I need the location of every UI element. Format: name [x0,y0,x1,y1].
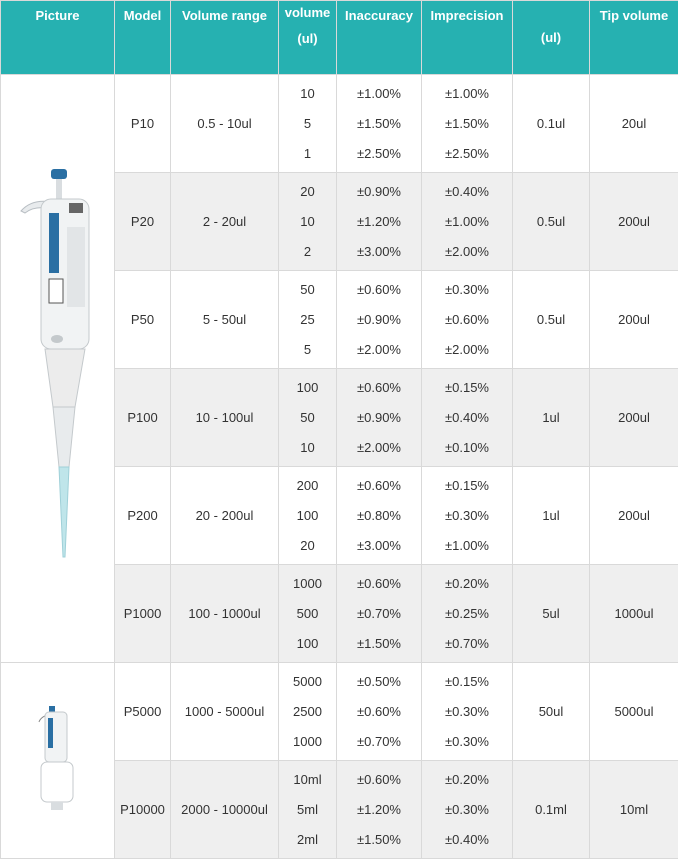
tip-volume-cell: 200ul [590,271,678,369]
model-cell: P10000 [115,761,171,859]
table-row [1,75,678,173]
header-increment: (ul) [513,1,590,75]
inaccuracy-cell [337,369,422,467]
imprecision-cell [422,271,513,369]
inaccuracy-cell-value: ±0.60% [337,379,421,397]
model-cell: P200 [115,467,171,565]
volume-cell-value: 20 [279,183,336,201]
inaccuracy-cell-value: ±3.00% [337,243,421,261]
inaccuracy-cell-value: ±0.50% [337,673,421,691]
inaccuracy-cell-value: ±1.50% [337,115,421,133]
volume-cell-value: 1000 [279,733,336,751]
imprecision-cell-value: ±0.30% [422,281,512,299]
volume-range-cell: 5 - 50ul [171,271,279,369]
tip-volume-cell: 200ul [590,467,678,565]
inaccuracy-cell-value: ±0.60% [337,771,421,789]
volume-cell [279,173,337,271]
volume-range-cell: 2000 - 10000ul [171,761,279,859]
inaccuracy-cell [337,173,422,271]
pipette-image [13,167,103,567]
imprecision-cell-value: ±1.50% [422,115,512,133]
inaccuracy-cell-value: ±0.60% [337,477,421,495]
imprecision-cell-value: ±0.15% [422,379,512,397]
volume-range-cell: 20 - 200ul [171,467,279,565]
imprecision-cell-value: ±0.30% [422,507,512,525]
imprecision-cell-value: ±1.00% [422,213,512,231]
header-picture: Picture [1,1,115,75]
imprecision-cell-value: ±0.70% [422,635,512,653]
imprecision-cell-value: ±0.25% [422,605,512,623]
imprecision-cell-value: ±0.30% [422,801,512,819]
volume-range-cell: 0.5 - 10ul [171,75,279,173]
inaccuracy-cell-value: ±2.50% [337,145,421,163]
header-model: Model [115,1,171,75]
imprecision-cell [422,761,513,859]
volume-cell-value: 10ml [279,771,336,789]
volume-cell-value: 50 [279,281,336,299]
model-cell: P5000 [115,663,171,761]
inaccuracy-cell [337,467,422,565]
volume-cell [279,369,337,467]
volume-cell [279,663,337,761]
imprecision-cell-value: ±1.00% [422,537,512,555]
volume-range-cell: 10 - 100ul [171,369,279,467]
increment-cell: 50ul [513,663,590,761]
imprecision-cell-value: ±0.15% [422,673,512,691]
header-volume [279,1,337,75]
model-cell: P10 [115,75,171,173]
imprecision-cell-value: ±0.30% [422,703,512,721]
inaccuracy-cell-value: ±0.70% [337,605,421,623]
imprecision-cell [422,467,513,565]
volume-range-cell: 1000 - 5000ul [171,663,279,761]
volume-cell-value: 10 [279,213,336,231]
header-inaccuracy: Inaccuracy [337,1,422,75]
inaccuracy-cell-value: ±1.20% [337,801,421,819]
inaccuracy-cell-value: ±0.70% [337,733,421,751]
inaccuracy-cell-value: ±2.00% [337,439,421,457]
inaccuracy-cell-value: ±0.90% [337,409,421,427]
volume-cell-value: 20 [279,537,336,555]
inaccuracy-cell [337,75,422,173]
imprecision-cell-value: ±0.15% [422,477,512,495]
imprecision-cell [422,173,513,271]
increment-cell: 0.1ul [513,75,590,173]
header-volume-range: Volume range [171,1,279,75]
tip-volume-cell: 10ml [590,761,678,859]
volume-cell-value: 100 [279,635,336,653]
inaccuracy-cell-value: ±0.60% [337,575,421,593]
tip-volume-cell: 1000ul [590,565,678,663]
imprecision-cell-value: ±0.40% [422,409,512,427]
volume-cell-value: 1 [279,145,336,163]
imprecision-cell [422,565,513,663]
tip-volume-cell: 200ul [590,369,678,467]
inaccuracy-cell-value: ±0.90% [337,183,421,201]
tip-volume-cell: 200ul [590,173,678,271]
pipette-image [33,704,83,814]
imprecision-cell-value: ±0.60% [422,311,512,329]
model-cell: P1000 [115,565,171,663]
volume-range-cell: 100 - 1000ul [171,565,279,663]
inaccuracy-cell-value: ±0.80% [337,507,421,525]
imprecision-cell-value: ±0.10% [422,439,512,457]
increment-cell: 0.1ml [513,761,590,859]
volume-cell-value: 1000 [279,575,336,593]
picture-cell [1,663,115,859]
volume-cell-value: 10 [279,85,336,103]
volume-cell-value: 100 [279,507,336,525]
imprecision-cell [422,663,513,761]
model-cell: P100 [115,369,171,467]
imprecision-cell-value: ±0.30% [422,733,512,751]
tip-volume-cell: 5000ul [590,663,678,761]
volume-cell [279,467,337,565]
table-header-row [1,1,678,75]
imprecision-cell-value: ±2.00% [422,341,512,359]
increment-cell: 1ul [513,369,590,467]
header-imprecision: Imprecision [422,1,513,75]
inaccuracy-cell [337,761,422,859]
tip-volume-cell: 20ul [590,75,678,173]
inaccuracy-cell-value: ±0.90% [337,311,421,329]
table-row [1,663,678,761]
imprecision-cell-value: ±1.00% [422,85,512,103]
inaccuracy-cell-value: ±0.60% [337,703,421,721]
volume-cell-value: 50 [279,409,336,427]
inaccuracy-cell-value: ±1.50% [337,831,421,849]
imprecision-cell-value: ±0.20% [422,771,512,789]
increment-cell: 1ul [513,467,590,565]
picture-cell [1,75,115,663]
inaccuracy-cell-value: ±1.50% [337,635,421,653]
increment-cell: 0.5ul [513,271,590,369]
volume-cell-value: 2ml [279,831,336,849]
volume-cell-value: 200 [279,477,336,495]
increment-cell: 5ul [513,565,590,663]
inaccuracy-cell-value: ±2.00% [337,341,421,359]
volume-cell-value: 25 [279,311,336,329]
volume-cell-value: 2500 [279,703,336,721]
imprecision-cell-value: ±0.40% [422,183,512,201]
inaccuracy-cell [337,663,422,761]
inaccuracy-cell [337,565,422,663]
imprecision-cell-value: ±0.20% [422,575,512,593]
imprecision-cell-value: ±0.40% [422,831,512,849]
imprecision-cell-value: ±2.50% [422,145,512,163]
volume-cell-value: 2 [279,243,336,261]
volume-cell-value: 10 [279,439,336,457]
volume-cell [279,75,337,173]
volume-cell-value: 5 [279,341,336,359]
inaccuracy-cell [337,271,422,369]
inaccuracy-cell-value: ±1.00% [337,85,421,103]
volume-cell [279,565,337,663]
inaccuracy-cell-value: ±1.20% [337,213,421,231]
inaccuracy-cell-value: ±3.00% [337,537,421,555]
inaccuracy-cell-value: ±0.60% [337,281,421,299]
volume-cell [279,271,337,369]
model-cell: P50 [115,271,171,369]
header-tip-volume: Tip volume [590,1,678,75]
imprecision-cell [422,369,513,467]
increment-cell: 0.5ul [513,173,590,271]
imprecision-cell-value: ±2.00% [422,243,512,261]
imprecision-cell [422,75,513,173]
volume-cell-value: 5ml [279,801,336,819]
header-volume-unit: (ul) [279,31,336,46]
volume-cell-value: 100 [279,379,336,397]
volume-range-cell: 2 - 20ul [171,173,279,271]
volume-cell-value: 5 [279,115,336,133]
volume-cell-value: 500 [279,605,336,623]
model-cell: P20 [115,173,171,271]
header-volume-line1: volume [285,5,331,20]
volume-cell [279,761,337,859]
volume-cell-value: 5000 [279,673,336,691]
